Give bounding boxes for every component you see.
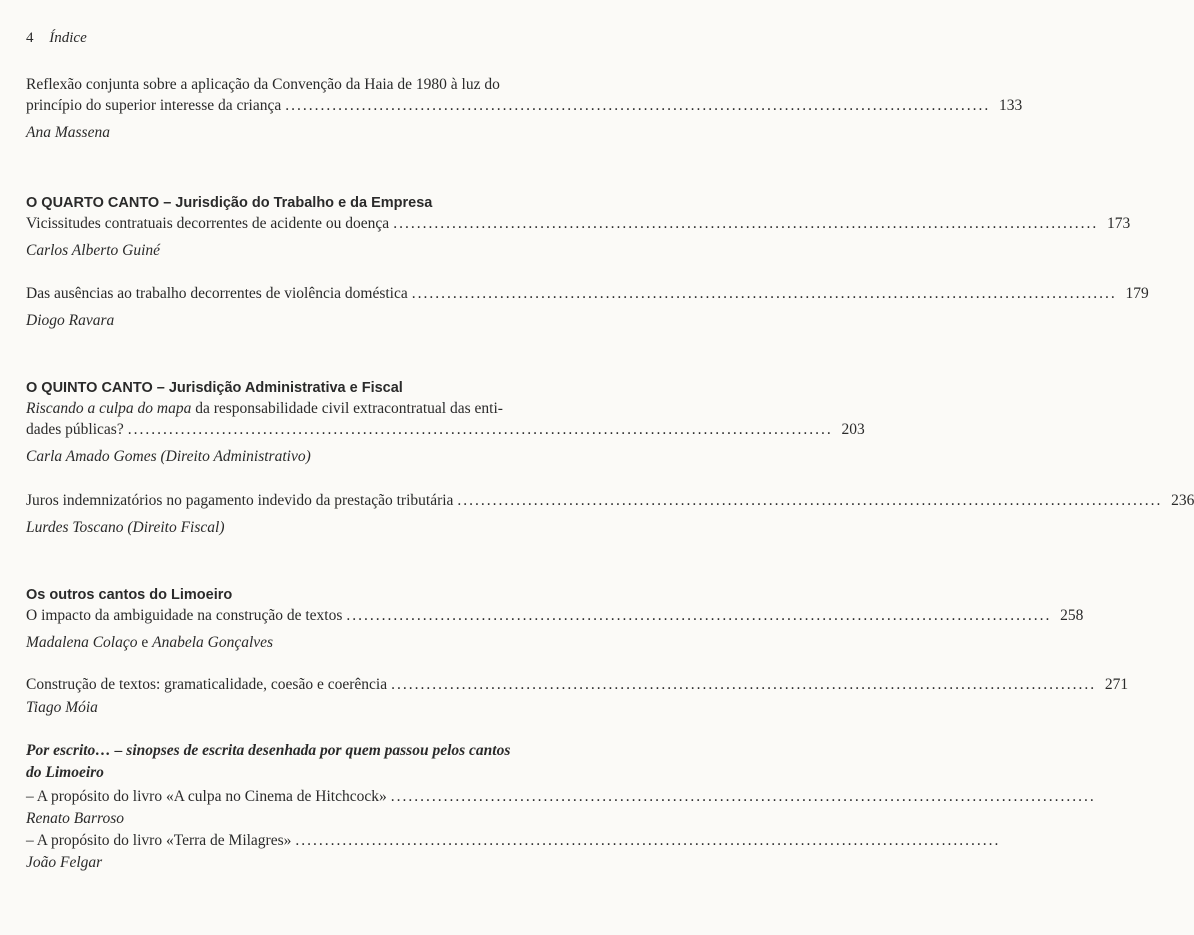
entry-title-line[interactable] (26, 786, 576, 807)
section-heading: do Limoeiro (26, 764, 104, 781)
section-heading: O QUINTO CANTO – Jurisdição Administrativa e Fiscal (26, 380, 403, 396)
page-ref: 133 (998, 97, 1023, 114)
dot-leader (387, 674, 1100, 695)
entry-title-line[interactable] (26, 398, 576, 419)
dot-leader (389, 213, 1102, 234)
entry-title-line: Reflexão conjunta sobre a aplicação da Convenção da Haia de 1980 à luz do (26, 76, 500, 93)
toc-entry[interactable] (26, 490, 1194, 538)
page-ref: 173 (1106, 215, 1131, 232)
entry-author: João Felgar (26, 854, 103, 871)
entry-title-italic: Riscando a culpa do mapa (26, 400, 192, 417)
section-outros-cantos (26, 585, 1084, 653)
entry-author: Lurdes Toscano (Direito Fiscal) (26, 519, 225, 536)
running-title: Índice (49, 30, 87, 46)
section-heading: O QUARTO CANTO – Jurisdição do Trabalho e da Empresa (26, 195, 433, 211)
entry-author: Renato Barroso (26, 810, 125, 827)
toc-entry[interactable] (26, 74, 1023, 143)
page-number: 4 (26, 30, 34, 46)
entry-title-line (26, 490, 1194, 511)
entry-author: Diogo Ravara (26, 312, 115, 329)
entry-title-line[interactable] (26, 213, 1131, 234)
author-conjunction: e (137, 634, 153, 651)
entry-author: Tiago Móia (26, 699, 98, 716)
section-heading: Por escrito… – sinopses de escrita desenhada por quem passou pelos cantos (26, 742, 511, 759)
author-name: Anabela Gonçalves (152, 634, 274, 651)
entry-author: Ana Massena (26, 124, 110, 141)
entry-title: dades públicas? (26, 421, 124, 438)
entry-title: – A propósito do livro «A culpa no Cinema de Hitchcock» (26, 788, 387, 805)
entry-title: Juros indemnizatórios no pagamento indevido da prestação tributária (26, 492, 454, 509)
page-ref: 271 (1104, 676, 1129, 693)
dot-leader (453, 490, 1166, 511)
entry-title: Vicissitudes contratuais decorrentes de acidente ou doença (26, 215, 390, 232)
dot-leader (342, 605, 1055, 626)
page-ref: 203 (841, 421, 865, 438)
entry-author (26, 632, 576, 653)
entry-title: – A propósito do livro «Terra de Milagres» (26, 832, 292, 849)
running-header (26, 30, 87, 47)
entry-title: Construção de textos: gramaticalidade, coesão e coerência (26, 676, 388, 693)
dot-leader (291, 830, 1004, 851)
section-heading: Os outros cantos do Limoeiro (26, 587, 233, 603)
entry-title-line (26, 674, 1129, 695)
author-name: Madalena Colaço (26, 634, 138, 651)
entry-title: O impacto da ambiguidade na construção de textos (26, 607, 343, 624)
entry-title-line (26, 419, 865, 440)
entry-author: Carla Amado Gomes (Direito Administrativo) (26, 448, 311, 465)
page-ref: 179 (1125, 285, 1149, 302)
entry-title-line (26, 283, 1149, 304)
section-quinto-canto (26, 378, 865, 467)
page-ref: 258 (1060, 607, 1084, 624)
section-quarto-canto (26, 193, 1131, 261)
entry-title: da responsabilidade civil extracontratual das enti- (191, 400, 503, 417)
entry-title-line[interactable] (26, 605, 1084, 626)
dot-leader (387, 786, 1100, 807)
entry-title-line[interactable] (26, 830, 576, 851)
page-ref: 236 (1171, 492, 1194, 509)
entry-title: Das ausências ao trabalho decorrentes de violência doméstica (26, 285, 408, 302)
entry-author: Carlos Alberto Guiné (26, 242, 161, 259)
dot-leader (124, 419, 837, 440)
dot-leader (408, 283, 1121, 304)
section-por-escrito (26, 740, 576, 873)
entry-title-line (26, 95, 1023, 116)
toc-entry[interactable] (26, 674, 1129, 718)
entry-title: princípio do superior interesse da criança (26, 97, 282, 114)
dot-leader (281, 95, 994, 116)
toc-entry[interactable] (26, 283, 1149, 331)
